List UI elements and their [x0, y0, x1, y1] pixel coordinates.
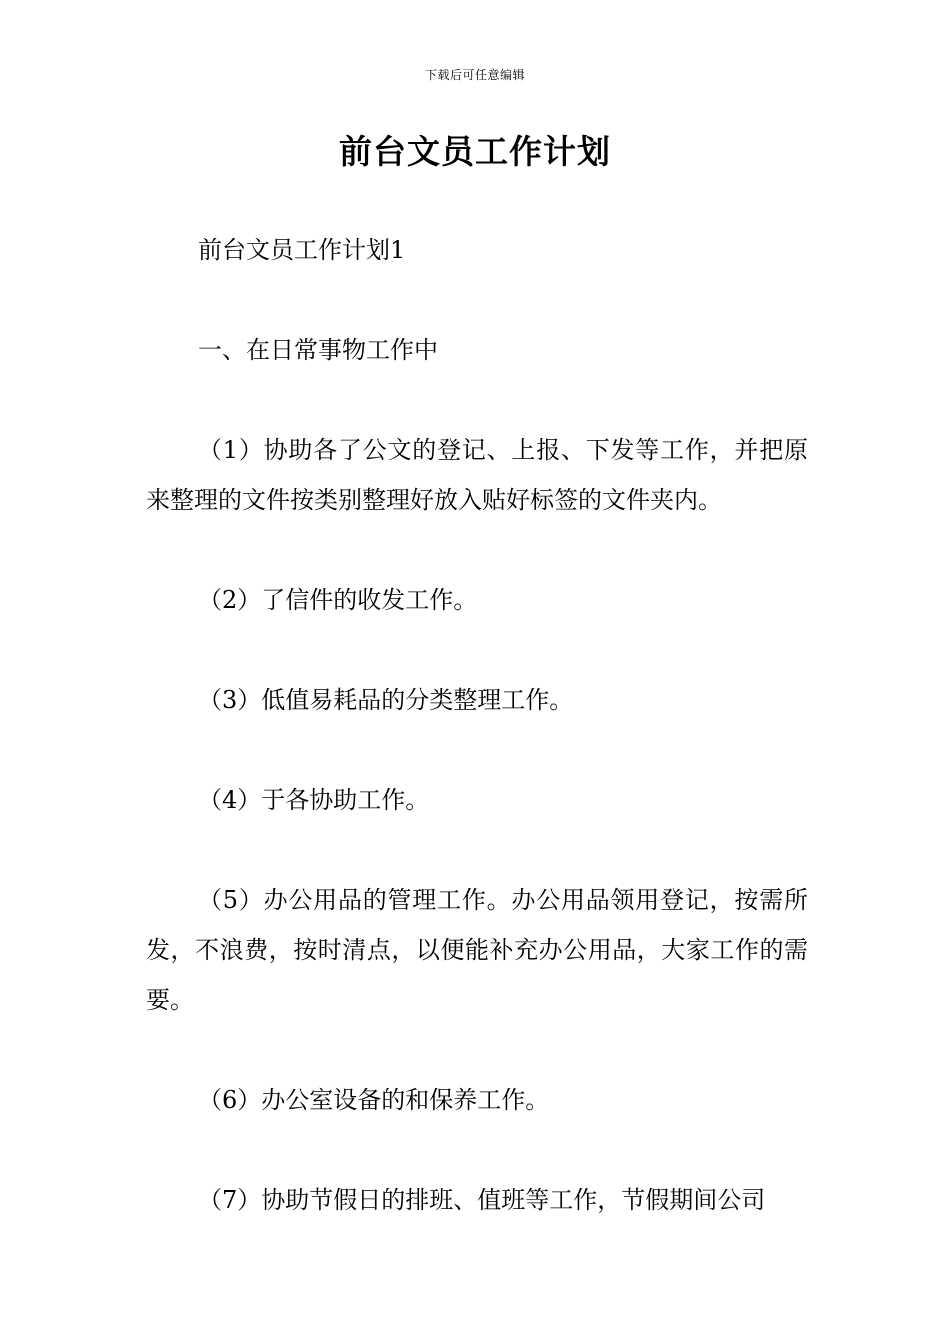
paragraph-item-5: （5）办公用品的管理工作。办公用品领用登记，按需所发，不浪费，按时清点，以便能补充办公用品，大家工作的需要。: [146, 886, 808, 1014]
paragraph-item-2: （2）了信件的收发工作。: [198, 586, 478, 614]
paragraph-item-7: （7）协助节假日的排班、值班等工作，节假期间公司: [198, 1186, 766, 1214]
document-title: 前台文员工作计划: [339, 132, 611, 171]
paragraph-item-6: （6）办公室设备的和保养工作。: [198, 1086, 550, 1114]
paragraph-item-4: （4）于各协助工作。: [198, 786, 430, 814]
header-note: 下载后可任意编辑: [424, 68, 525, 82]
document-body: [146, 225, 808, 1275]
section-heading: 前台文员工作计划1: [198, 236, 406, 264]
paragraph-item-3: （3）低值易耗品的分类整理工作。: [198, 686, 574, 714]
subsection-heading: 一、在日常事物工作中: [198, 336, 438, 364]
paragraph-item-1: （1）协助各了公文的登记、上报、下发等工作，并把原来整理的文件按类别整理好放入贴好标签的文件夹内。: [146, 436, 808, 514]
